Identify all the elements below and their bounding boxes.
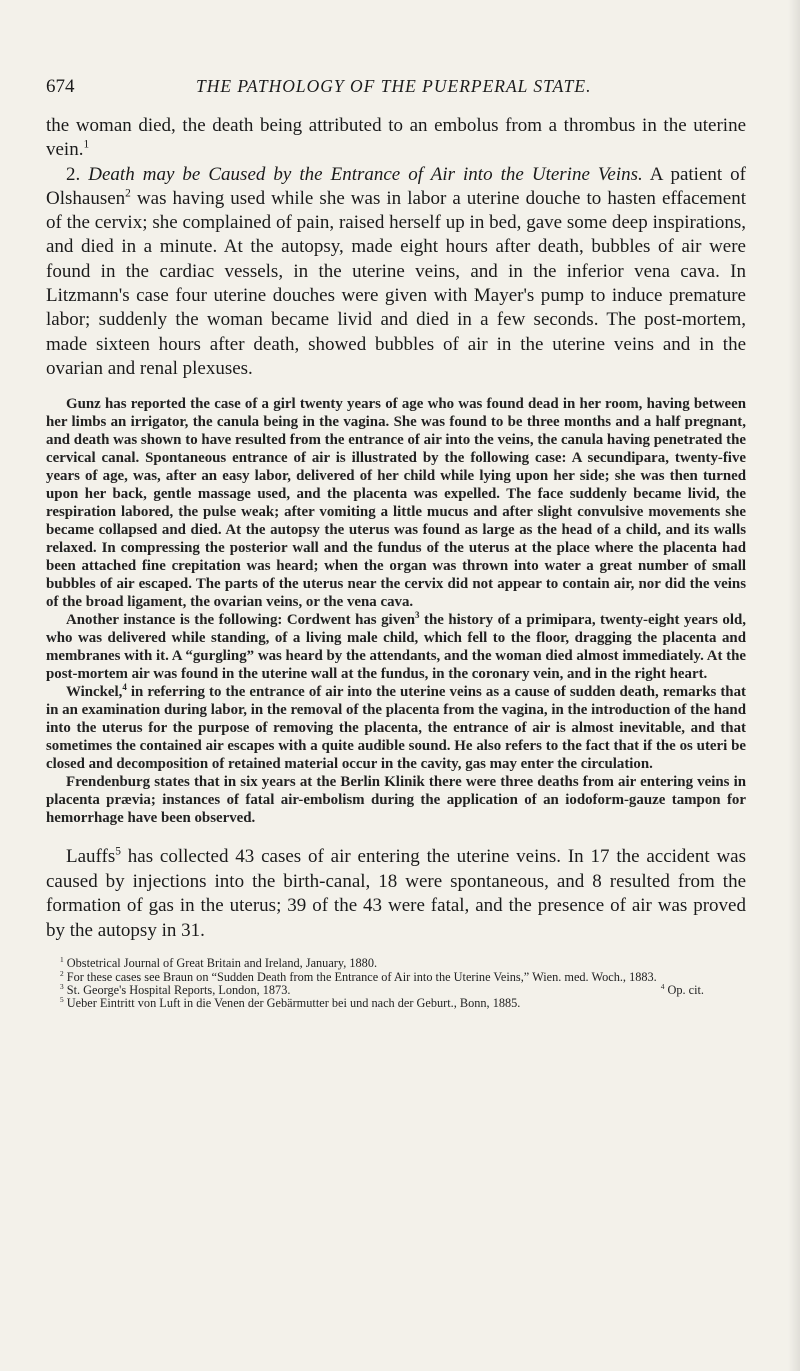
paragraph-lauffs: Lauffs$^5$ has collected 43 cases of air entering the uterine veins. In 17 the accident was caused by injections into the birth-canal, 18 were spontaneous, and 8 resulted from the formation of gas in the uterus; 39 of the 43 were fatal, and the presence of air was proved by the autopsy in 31. [46, 845, 746, 941]
small-print-block [46, 395, 746, 827]
footnote-1: $^1$ Obstetrical Journal of Great Britain and Ireland, January, 1880. [60, 955, 378, 971]
footnote-ref-2: 2 [125, 187, 131, 200]
section-number: 2. [66, 163, 81, 185]
section-heading: Death may be Caused by the Entrance of Air into the Uterine Veins. [88, 163, 643, 185]
book-page [46, 72, 746, 1011]
footnote-ref-3: 3 [415, 610, 420, 621]
small-paragraph-winckel: Winckel,$^4$ in referring to the entrance of air into the uterine veins as a cause of sudden death, remarks that in an examination during labor, in the removal of the placenta from the vagina, in the introduction of the hand into the uterus for the purpose of removing the placenta, the entrance of air is almost inevitable, and that sometimes the contained air escapes with a quite audible sound. He also refers to the fact that if the os uteri be closed and decomposition of retained material occur in the cavity, gas may enter the circulation. [46, 682, 746, 773]
footnotes [46, 957, 746, 1011]
footnote-ref-1: 1 [83, 138, 90, 151]
footnote-5: $^5$ Ueber Eintritt von Luft in die Venen der Gebärmutter bei und nach der Geburt., Bonn, 1885. [60, 995, 521, 1011]
page-edge-shadow [788, 0, 800, 1371]
small-paragraph-cordwent: Another instance is the following: Cordwent has given$^3$ the history of a primipara, twenty-eight years old, who was delivered while standing, of a living male child, which fell to the floor, dragging the placenta and membranes with it. A “gurgling” was heard by the attendants, and the woman died almost immediately. At the post-mortem air was found in the uterine wall at the fundus, in the coronary vein, and in the right heart. [46, 610, 746, 683]
running-head [46, 72, 746, 100]
main-text [46, 114, 746, 381]
footnote-4: $^4$ Op. cit. [660, 981, 704, 998]
paragraph-continuation: the woman died, the death being attributed to an embolus from a thrombus in the uterine vein.$^1$ [46, 115, 746, 161]
small-paragraph-frendenburg: Frendenburg states that in six years at the Berlin Klinik there were three deaths from air entering veins in placenta prævia; instances of fatal air-embolism during the application of an iodoform-gauze tampon for hemorrhage have been observed. [46, 774, 746, 827]
footnote-ref-5: 5 [115, 845, 121, 858]
paragraph-section-2: 2. Death may be Caused by the Entrance of Air into the Uterine Veins. A patient of Olshausen$^2$ was having used while she was in labor a uterine douche to hasten effacement of the cervix; she complained of pain, raised herself up in bed, gave some deep inspirations, and died in a minute. At the autopsy, made eight hours after death, bubbles of air were found in the cardiac vessels, in the uterine veins, and in the inferior vena cava. In Litzmann's case four uterine douches were given with Mayer's pump to induce premature labor; suddenly the woman became livid and died in a few seconds. The post-mortem, made sixteen hours after death, showed bubbles of air in the uterine veins and in the ovarian and renal plexuses. [46, 163, 747, 379]
running-title: THE PATHOLOGY OF THE PUERPERAL STATE. [196, 76, 592, 96]
footnote-ref-4: 4 [122, 682, 127, 693]
page-number: 674 [46, 76, 75, 97]
summary-text [46, 845, 746, 943]
footnote-3: $^3$ St. George's Hospital Reports, London, 1873. $^4$ Op. cit. [60, 981, 704, 998]
footnote-2: $^2$ For these cases see Braun on “Sudden Death from the Entrance of Air into the Uterine Veins,” Wien. med. Woch., 1883. [60, 968, 657, 984]
small-paragraph-gunz: Gunz has reported the case of a girl twenty years of age who was found dead in her room, having between her limbs an irrigator, the canula being in the vagina. She was found to be three months and a half pregnant, and death was shown to have resulted from the entrance of air into the veins, the canula having penetrated the cervical canal. Spontaneous entrance of air is illustrated by the following case: A secundipara, twenty-five years of age, was, after an easy labor, delivered of her child while lying upon her side; she was then turned upon her back, gentle massage used, and the placenta was expelled. The face suddenly became livid, the respiration labored, the pulse weak; after vomiting a little mucus and after slight convulsive movements she became collapsed and died. At the autopsy the uterus was found as large as the head of a child, and its walls relaxed. In compressing the posterior wall and the fundus of the uterus at the place where the placenta had been attached fine crepitation was heard; when the organ was thrown into water a great number of small bubbles of air escaped. The parts of the uterus near the cervix did not appear to contain air, nor did the veins of the broad ligament, the ovarian veins, or the vena cava. [46, 396, 746, 611]
